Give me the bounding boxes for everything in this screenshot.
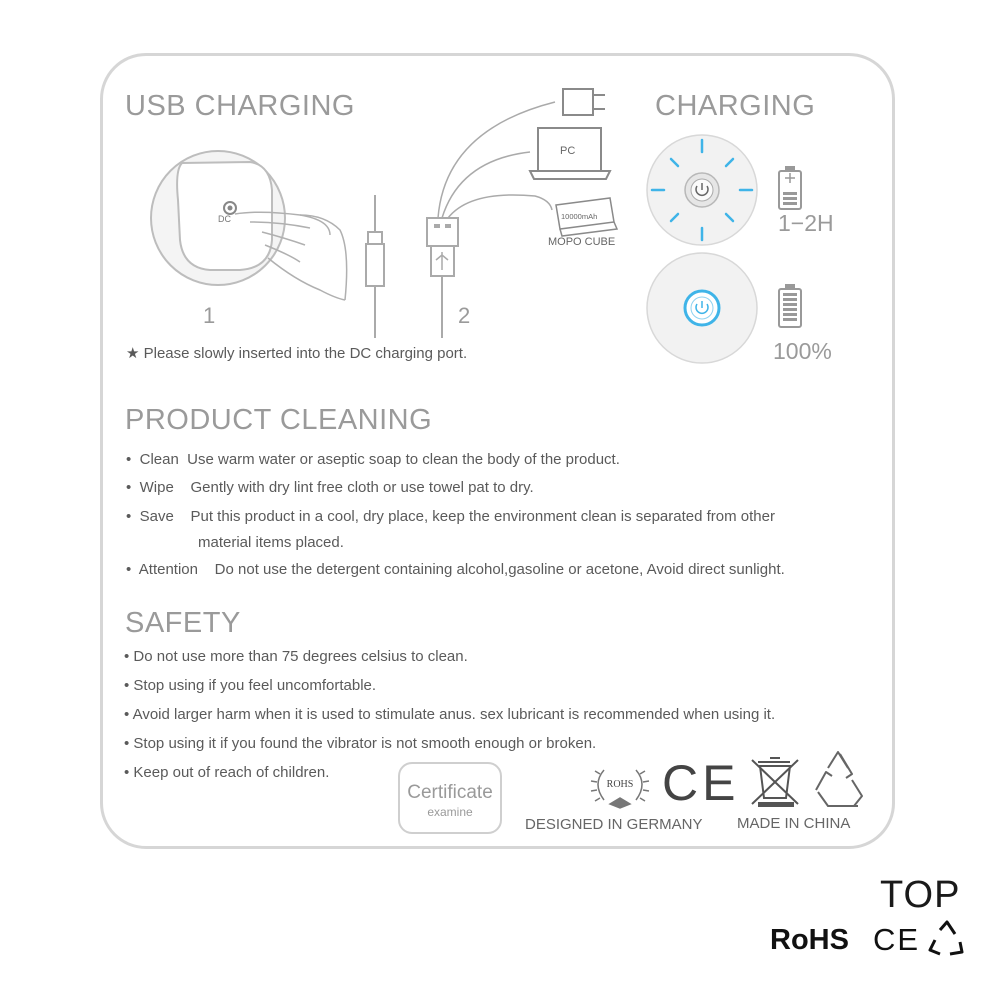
usb-charging-heading: USB CHARGING: [125, 90, 355, 122]
safety-heading: SAFETY: [125, 607, 241, 639]
certificate-badge: [398, 762, 502, 834]
step-2-label: 2: [458, 303, 471, 328]
battery-full-icon: [779, 285, 801, 327]
cleaning-item-wipe: • Wipe Gently with dry lint free cloth or use towel pat to dry.: [126, 479, 534, 496]
rohs-seal-label: ROHS: [606, 779, 634, 790]
weee-bin-icon: [752, 758, 798, 807]
footer-recycle-icon: [930, 922, 962, 954]
safety-item: • Stop using it if you found the vibrator is not smooth enough or broken.: [124, 735, 597, 752]
power-bank-label: 10000mAh: [561, 212, 598, 221]
device-dc-port-illustration: [151, 151, 347, 300]
charging-device-blinking: [647, 135, 757, 245]
cleaning-item-save: • Save Put this product in a cool, dry place, keep the environment clean is separated from other: [126, 508, 775, 525]
safety-item: • Do not use more than 75 degrees celsius to clean.: [124, 648, 468, 665]
made-in-china: MADE IN CHINA: [737, 815, 851, 832]
full-charge-label: 100%: [773, 338, 832, 364]
certificate-label: Certificate: [407, 782, 493, 803]
product-cleaning-heading: PRODUCT CLEANING: [125, 404, 433, 436]
pc-label: PC: [560, 145, 576, 157]
safety-item: • Keep out of reach of children.: [124, 764, 330, 781]
cleaning-item-attention: • Attention Do not use the detergent containing alcohol,gasoline or acetone, Avoid direct sunlight.: [126, 561, 785, 578]
charging-heading: CHARGING: [655, 90, 816, 122]
dc-plug-icon: [366, 195, 384, 338]
cleaning-item-clean: • Clean Use warm water or aseptic soap to clean the body of the product.: [126, 451, 620, 468]
top-label: TOP: [880, 874, 961, 916]
safety-item: • Stop using if you feel uncomfortable.: [124, 677, 377, 694]
charging-time-label: 1−2H: [778, 210, 834, 236]
mopo-cube-label: MOPO CUBE: [548, 236, 616, 248]
step-1-label: 1: [203, 303, 216, 328]
footer-ce-mark: CE: [873, 922, 921, 957]
safety-item: • Avoid larger harm when it is used to stimulate anus. sex lubricant is recommended when using it.: [124, 706, 776, 723]
star-icon: ★: [126, 345, 140, 362]
recycle-icon: [816, 752, 862, 806]
cleaning-item-save-cont: material items placed.: [198, 534, 344, 551]
battery-charging-icon: [779, 167, 801, 209]
usb-cable-icon: [427, 102, 555, 338]
footer-rohs-label: RoHS: [770, 924, 849, 956]
usb-note: [126, 344, 467, 362]
certificate-sub-label: examine: [427, 805, 473, 819]
charging-device-full: [647, 253, 757, 363]
dc-port-label: DC: [218, 214, 231, 224]
wall-adapter-icon: [563, 89, 605, 115]
ce-mark-icon: CE: [662, 755, 740, 811]
designed-in-germany: DESIGNED IN GERMANY: [525, 816, 703, 833]
usb-note-text: Please slowly inserted into the DC charging port.: [143, 345, 468, 362]
